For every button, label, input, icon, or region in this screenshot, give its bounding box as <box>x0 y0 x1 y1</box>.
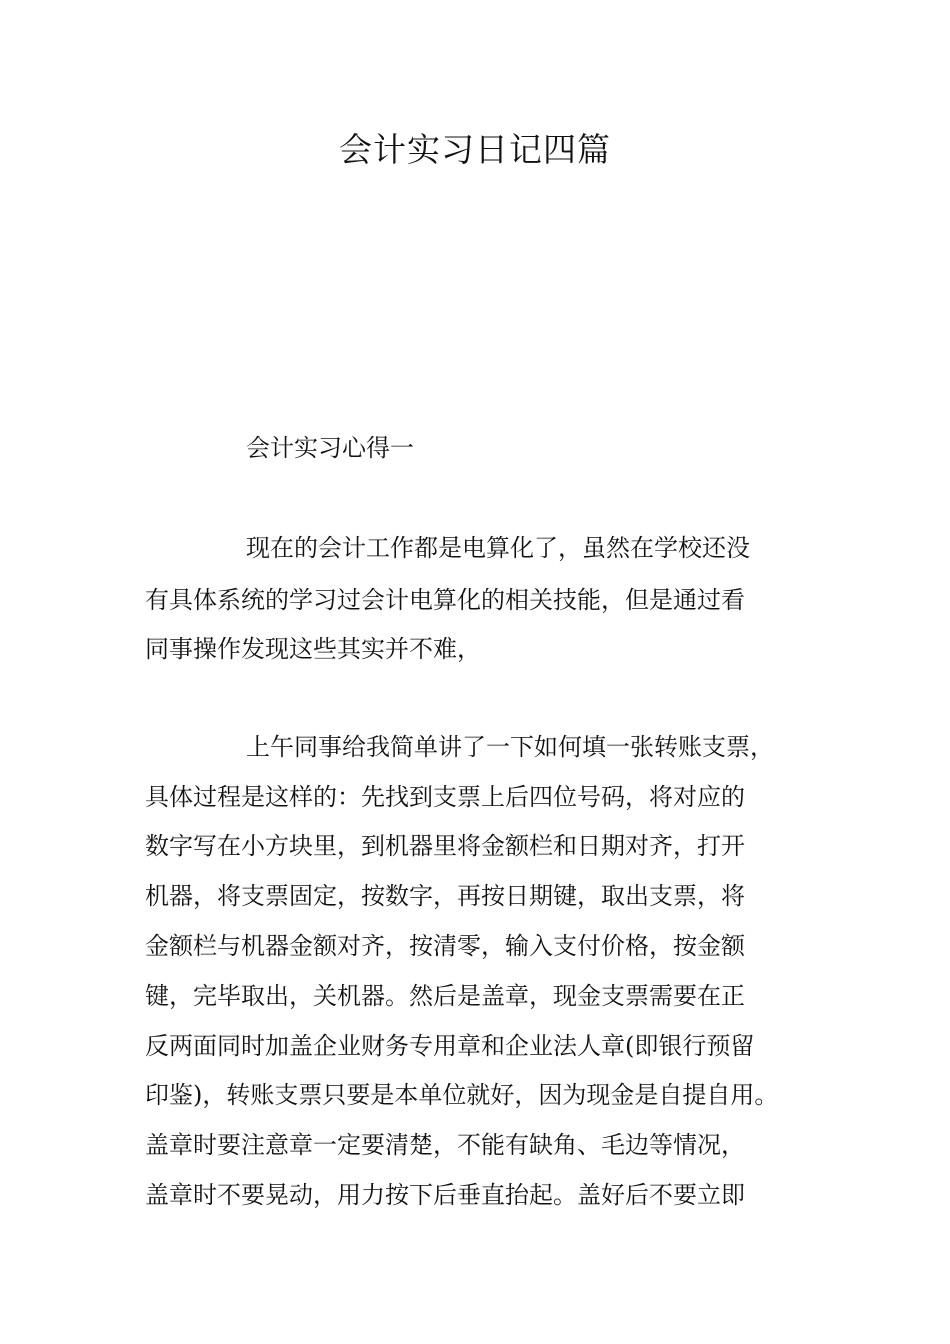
paragraph-line: 反两面同时加盖企业财务专用章和企业法人章(即银行预留 <box>145 1032 755 1060</box>
paragraph-line: 上午同事给我简单讲了一下如何填一张转账支票， <box>246 733 774 761</box>
paragraph-line: 同事操作发现这些其实并不难， <box>145 635 481 663</box>
paragraph-line: 金额栏与机器金额对齐，按清零，输入支付价格，按金额 <box>145 932 745 960</box>
paragraph-line: 键，完毕取出，关机器。然后是盖章，现金支票需要在正 <box>145 982 745 1010</box>
paragraph-line: 盖章时要注意章一定要清楚，不能有缺角、毛边等情况， <box>145 1131 745 1159</box>
paragraph-line: 数字写在小方块里，到机器里将金额栏和日期对齐，打开 <box>145 832 745 860</box>
paragraph-line: 印鉴)，转账支票只要是本单位就好，因为现金是自提自用。 <box>145 1081 779 1109</box>
paragraph-line: 有具体系统的学习过会计电算化的相关技能，但是通过看 <box>145 586 745 614</box>
document-title: 会计实习日记四篇 <box>339 130 611 169</box>
section-heading: 会计实习心得一 <box>246 434 414 462</box>
paragraph-line: 机器，将支票固定，按数字，再按日期键，取出支票，将 <box>145 882 745 910</box>
paragraph-line: 盖章时不要晃动，用力按下后垂直抬起。盖好后不要立即 <box>145 1181 745 1209</box>
paragraph-line: 现在的会计工作都是电算化了，虽然在学校还没 <box>246 534 750 562</box>
paragraph-line: 具体过程是这样的：先找到支票上后四位号码，将对应的 <box>145 783 745 811</box>
